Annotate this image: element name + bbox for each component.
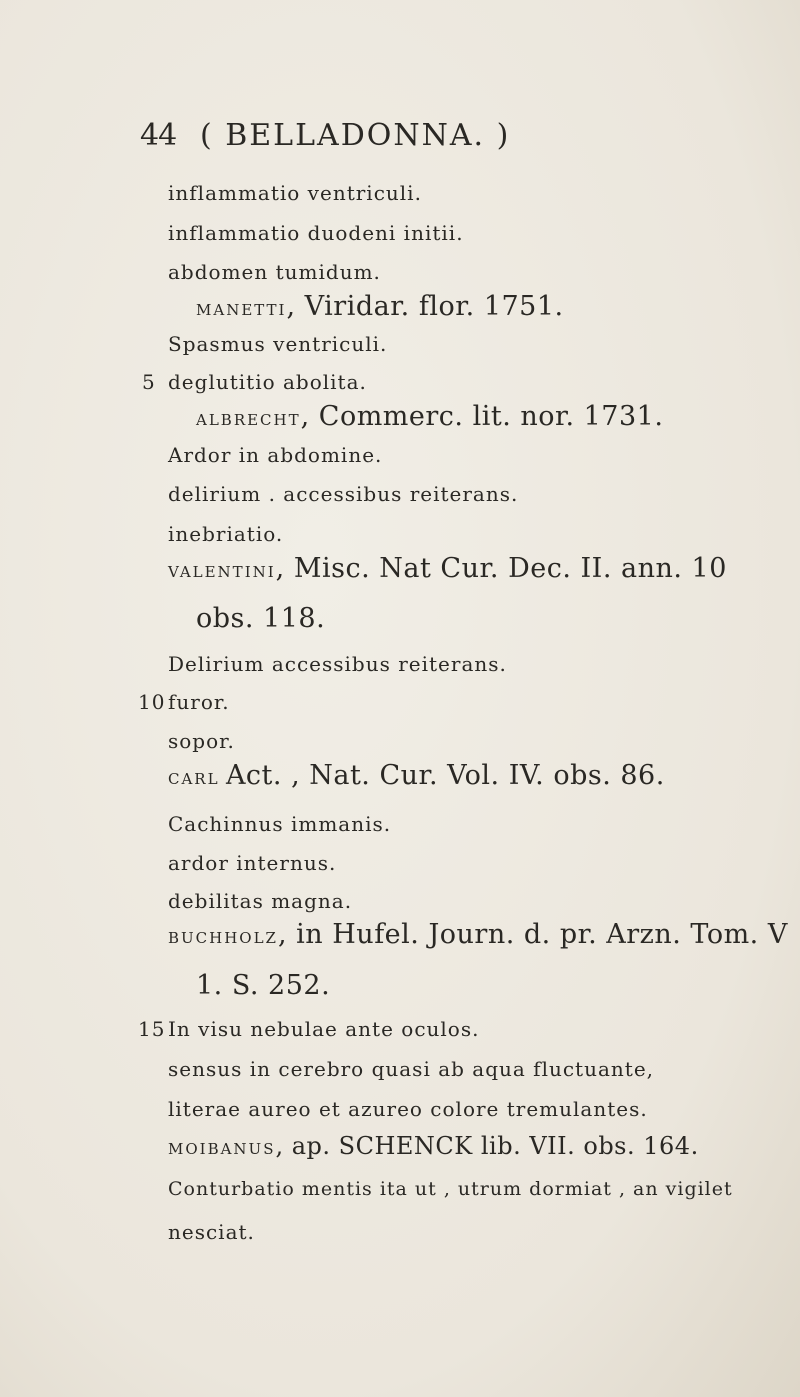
text-line: inflammatio ventriculi.: [168, 181, 422, 205]
citation-author: MANETTI: [196, 301, 287, 319]
line-number: 10: [138, 690, 166, 714]
text-line: deglutitio abolita.: [168, 370, 367, 394]
text-line: inflammatio duodeni initii.: [168, 221, 464, 245]
citation-line: [196, 401, 663, 432]
text-line: debilitas magna.: [168, 889, 353, 913]
citation-author: VALENTINI: [168, 563, 276, 581]
citation-source: , Misc. Nat Cur. Dec. II. ann. 10: [275, 553, 727, 584]
citation-author: CARL: [168, 770, 220, 788]
text-line: In visu nebulae ante oculos.: [168, 1017, 480, 1041]
text-line: obs. 118.: [196, 603, 326, 634]
text-line: Conturbatio mentis ita ut , utrum dormiat , an vigilet: [168, 1178, 733, 1200]
text-line: furor.: [168, 690, 230, 714]
citation-line: [168, 760, 665, 791]
citation-line: [168, 1132, 699, 1160]
text-line: Ardor in abdomine.: [168, 443, 383, 467]
citation-line: [196, 291, 564, 322]
citation-author: MOIBANUS: [168, 1140, 276, 1158]
citation-line: [168, 553, 727, 584]
text-line: 1. S. 252.: [196, 970, 331, 1001]
text-line: ardor internus.: [168, 851, 337, 875]
page-header: [140, 118, 540, 162]
text-line: delirium . accessibus reiterans.: [168, 482, 519, 506]
text-line: Delirium accessibus reiterans.: [168, 652, 507, 676]
running-title: ( BELLADONNA. ): [200, 118, 511, 153]
citation-line: [168, 919, 788, 950]
line-number: 15: [138, 1017, 166, 1041]
text-line: literae aureo et azureo colore tremulantes.: [168, 1097, 648, 1121]
text-line: sensus in cerebro quasi ab aqua fluctuante,: [168, 1057, 655, 1081]
text-line: abdomen tumidum.: [168, 260, 381, 284]
citation-source: , Viridar. flor. 1751.: [286, 291, 564, 322]
citation-author: BUCHHOLZ: [168, 929, 278, 947]
line-number: 5: [142, 370, 156, 394]
text-line: Cachinnus immanis.: [168, 812, 392, 836]
citation-author: ALBRECHT: [196, 411, 301, 429]
text-line: sopor.: [168, 729, 235, 753]
text-line: inebriatio.: [168, 522, 284, 546]
citation-source: , ap. SCHENCK lib. VII. obs. 164.: [275, 1132, 699, 1160]
citation-source: Act. , Nat. Cur. Vol. IV. obs. 86.: [225, 760, 665, 791]
text-line: Spasmus ventriculi.: [168, 332, 388, 356]
citation-source: , Commerc. lit. nor. 1731.: [300, 401, 664, 432]
citation-source: , in Hufel. Journ. d. pr. Arzn. Tom. V: [277, 919, 788, 950]
text-line: nesciat.: [168, 1220, 255, 1244]
page-number: 44: [140, 118, 177, 153]
